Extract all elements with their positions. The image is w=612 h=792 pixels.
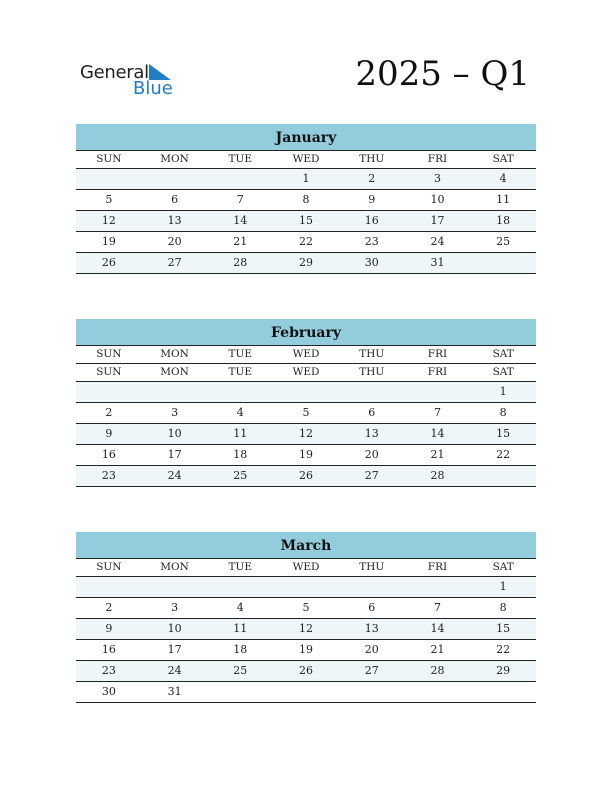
- week-row: [76, 424, 536, 445]
- day-cell: [405, 382, 471, 402]
- day-cell: 5: [302, 601, 310, 614]
- day-cell: 17: [167, 448, 182, 461]
- day-cell: 14: [233, 214, 248, 227]
- week-row: [76, 661, 536, 682]
- weekday-label: WED: [292, 348, 320, 360]
- day-cell: 15: [496, 622, 511, 635]
- month-name: February: [76, 319, 536, 346]
- day-cell: 15: [496, 427, 511, 440]
- day-cell: 22: [299, 235, 314, 248]
- day-cell: [273, 682, 339, 702]
- day-cell: 26: [299, 664, 314, 677]
- day-cell: 9: [105, 622, 113, 635]
- week-row: [76, 382, 536, 403]
- day-cell: 11: [233, 427, 248, 440]
- day-cell: 30: [364, 256, 379, 269]
- day-cell: 24: [167, 469, 182, 482]
- day-cell: 7: [236, 193, 244, 206]
- month-february: [76, 319, 536, 487]
- day-cell: 20: [364, 448, 379, 461]
- day-cell: 12: [299, 622, 314, 635]
- day-cell: 30: [101, 685, 116, 698]
- day-cell: [76, 382, 142, 402]
- logo-text-general: General: [80, 62, 149, 83]
- day-cell: [207, 577, 273, 597]
- month-january: [76, 124, 536, 274]
- weekday-label: WED: [292, 366, 320, 378]
- day-cell: 10: [167, 427, 182, 440]
- weekday-label: FRI: [427, 348, 448, 360]
- weekday-label: FRI: [427, 366, 448, 378]
- day-cell: 19: [299, 448, 314, 461]
- week-row: [76, 466, 536, 487]
- day-cell: 16: [101, 643, 116, 656]
- day-cell: 15: [299, 214, 314, 227]
- day-cell: 14: [430, 427, 445, 440]
- day-cell: 19: [299, 643, 314, 656]
- day-cell: 16: [364, 214, 379, 227]
- day-cell: 10: [430, 193, 445, 206]
- week-row: [76, 619, 536, 640]
- day-cell: 18: [496, 214, 511, 227]
- day-cell: [207, 682, 273, 702]
- day-cell: 9: [368, 193, 376, 206]
- week-row: [76, 598, 536, 619]
- day-cell: 14: [430, 622, 445, 635]
- day-cell: [339, 682, 405, 702]
- day-cell: 8: [499, 406, 507, 419]
- weekday-label: SAT: [492, 366, 514, 378]
- day-cell: 2: [105, 601, 113, 614]
- day-cell: 19: [101, 235, 116, 248]
- day-cell: 17: [167, 643, 182, 656]
- day-cell: 20: [364, 643, 379, 656]
- day-cell: 3: [171, 601, 179, 614]
- weekday-header-row: [76, 346, 536, 364]
- weekday-label: THU: [359, 561, 385, 573]
- day-cell: 7: [433, 406, 441, 419]
- day-cell: [405, 577, 471, 597]
- day-cell: 22: [496, 448, 511, 461]
- day-cell: 21: [233, 235, 248, 248]
- day-cell: 29: [299, 256, 314, 269]
- day-cell: 24: [167, 664, 182, 677]
- weekday-label: TUE: [228, 348, 253, 360]
- weekday-label: WED: [292, 153, 320, 165]
- day-cell: 2: [368, 172, 376, 185]
- day-cell: 6: [368, 406, 376, 419]
- day-cell: 13: [364, 622, 379, 635]
- weekday-label: SUN: [96, 366, 122, 378]
- day-cell: 4: [499, 172, 507, 185]
- day-cell: 18: [233, 643, 248, 656]
- generalblue-logo: [80, 62, 180, 102]
- day-cell: 28: [233, 256, 248, 269]
- week-row: [76, 169, 536, 190]
- day-cell: [470, 253, 536, 273]
- day-cell: [339, 382, 405, 402]
- day-cell: [76, 577, 142, 597]
- day-cell: 4: [236, 601, 244, 614]
- weekday-label: WED: [292, 561, 320, 573]
- day-cell: 3: [171, 406, 179, 419]
- day-cell: 27: [167, 256, 182, 269]
- day-cell: 11: [496, 193, 511, 206]
- day-cell: 13: [167, 214, 182, 227]
- month-march: [76, 532, 536, 703]
- day-cell: 6: [171, 193, 179, 206]
- day-cell: 12: [299, 427, 314, 440]
- day-cell: 6: [368, 601, 376, 614]
- weekday-label: SAT: [492, 153, 514, 165]
- weekday-label: MON: [160, 153, 189, 165]
- weekday-label: THU: [359, 348, 385, 360]
- logo-text-blue: Blue: [133, 78, 173, 99]
- day-cell: [142, 577, 208, 597]
- day-cell: 17: [430, 214, 445, 227]
- weekday-label: FRI: [427, 153, 448, 165]
- day-cell: [142, 382, 208, 402]
- day-cell: [207, 382, 273, 402]
- day-cell: [273, 577, 339, 597]
- day-cell: [470, 682, 536, 702]
- weekday-label: SUN: [96, 561, 122, 573]
- day-cell: 28: [430, 664, 445, 677]
- weekday-label: THU: [359, 366, 385, 378]
- weekday-label: SAT: [492, 561, 514, 573]
- page-title: 2025 – Q1: [355, 54, 530, 94]
- day-cell: 4: [236, 406, 244, 419]
- weekday-label: FRI: [427, 561, 448, 573]
- week-row: [76, 232, 536, 253]
- weekday-label: SAT: [492, 348, 514, 360]
- day-cell: 18: [233, 448, 248, 461]
- weekday-label: TUE: [228, 366, 253, 378]
- day-cell: [405, 682, 471, 702]
- day-cell: 22: [496, 643, 511, 656]
- day-cell: 10: [167, 622, 182, 635]
- day-cell: 21: [430, 448, 445, 461]
- weekday-label: SUN: [96, 153, 122, 165]
- day-cell: 23: [101, 469, 116, 482]
- weekday-label: TUE: [228, 561, 253, 573]
- day-cell: 11: [233, 622, 248, 635]
- week-row: [76, 211, 536, 232]
- day-cell: 24: [430, 235, 445, 248]
- day-cell: [470, 466, 536, 486]
- day-cell: 23: [101, 664, 116, 677]
- day-cell: 1: [499, 580, 507, 593]
- day-cell: 16: [101, 448, 116, 461]
- day-cell: 23: [364, 235, 379, 248]
- day-cell: 2: [105, 406, 113, 419]
- day-cell: [76, 169, 142, 189]
- day-cell: 26: [299, 469, 314, 482]
- weekday-header-row: [76, 151, 536, 169]
- weekday-header-row: [76, 559, 536, 577]
- day-cell: 8: [302, 193, 310, 206]
- day-cell: 20: [167, 235, 182, 248]
- day-cell: 28: [430, 469, 445, 482]
- day-cell: 5: [302, 406, 310, 419]
- month-name: January: [76, 124, 536, 151]
- day-cell: 26: [101, 256, 116, 269]
- day-cell: 27: [364, 664, 379, 677]
- day-cell: 3: [433, 172, 441, 185]
- day-cell: [207, 169, 273, 189]
- day-cell: 31: [167, 685, 182, 698]
- day-cell: 9: [105, 427, 113, 440]
- weekday-header-row: [76, 364, 536, 382]
- week-row: [76, 682, 536, 703]
- day-cell: 25: [496, 235, 511, 248]
- day-cell: 29: [496, 664, 511, 677]
- week-row: [76, 640, 536, 661]
- day-cell: 1: [499, 385, 507, 398]
- day-cell: [142, 169, 208, 189]
- week-row: [76, 577, 536, 598]
- day-cell: 8: [499, 601, 507, 614]
- day-cell: [273, 382, 339, 402]
- week-row: [76, 445, 536, 466]
- week-row: [76, 403, 536, 424]
- weekday-label: THU: [359, 153, 385, 165]
- day-cell: 31: [430, 256, 445, 269]
- weekday-label: MON: [160, 348, 189, 360]
- day-cell: 1: [302, 172, 310, 185]
- week-row: [76, 253, 536, 274]
- month-name: March: [76, 532, 536, 559]
- day-cell: 27: [364, 469, 379, 482]
- day-cell: 12: [101, 214, 116, 227]
- weekday-label: MON: [160, 366, 189, 378]
- day-cell: 25: [233, 664, 248, 677]
- weekday-label: SUN: [96, 348, 122, 360]
- week-row: [76, 190, 536, 211]
- day-cell: 7: [433, 601, 441, 614]
- day-cell: [339, 577, 405, 597]
- weekday-label: TUE: [228, 153, 253, 165]
- day-cell: 13: [364, 427, 379, 440]
- day-cell: 5: [105, 193, 113, 206]
- day-cell: 21: [430, 643, 445, 656]
- weekday-label: MON: [160, 561, 189, 573]
- day-cell: 25: [233, 469, 248, 482]
